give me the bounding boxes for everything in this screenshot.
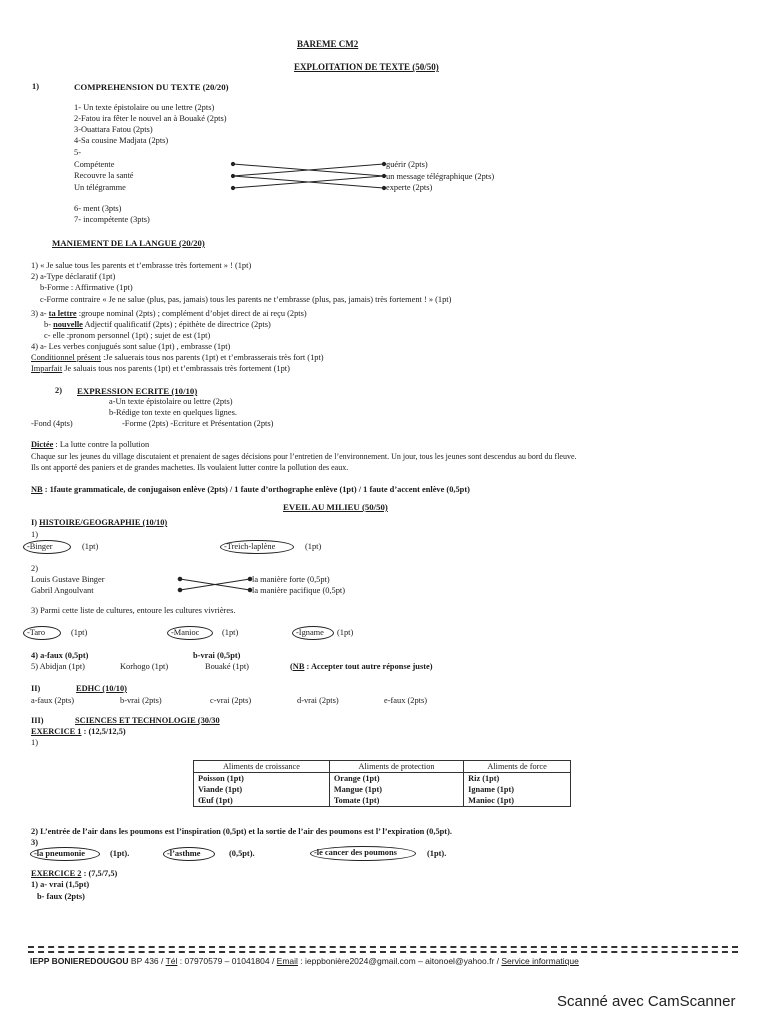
nb-note: (NB : Accepter tout autre réponse juste) <box>290 662 433 671</box>
match-right-word: guérir (2pts) <box>386 160 428 169</box>
langue-line: 3) a- ta lettre :groupe nominal (2pts) ; complément d’objet direct de ai reçu (2pts) <box>31 309 307 318</box>
dictee-title: Dictée : La lutte contre la pollution <box>31 440 150 449</box>
points: (1pt) <box>82 542 99 551</box>
langue-line: 4) a- Les verbes conjugués sont salue (1pt) , embrasse (1pt) <box>31 342 231 351</box>
circled-answer: -le cancer des poumons <box>310 846 416 861</box>
question-text: 3) Parmi cette liste de cultures, entoure les cultures vivrières. <box>31 606 236 615</box>
section-number: II) <box>31 684 41 693</box>
match-right-name: la manière pacifique (0,5pt) <box>252 586 346 595</box>
circled-answer: -l’asthme <box>163 847 215 861</box>
match-left-word: Recouvre la santé <box>74 171 134 180</box>
expression-heading: EXPRESSION ECRITE (10/10) <box>77 386 198 396</box>
dictee-text: Chaque sur les jeunes du village discutaient et prenaient de sages décisions pour l’entretien de l’environnement. Un jour, tous les jeunes sont descendus au bord du fleuve. <box>31 452 577 461</box>
answer-line: 1) a- vrai (1,5pt) <box>31 880 90 889</box>
camscanner-watermark: Scanné avec CamScanner <box>557 993 736 1010</box>
table-cell: Poisson (1pt) Viande (1pt) Œuf (1pt) <box>194 773 330 807</box>
points: (1pt). <box>427 849 447 858</box>
match-dot <box>231 174 234 177</box>
table-header: Aliments de croissance <box>194 761 330 773</box>
answer-line: 4) a-faux (0,5pt) <box>31 651 89 660</box>
comprehension-item: 6- ment (3pts) <box>74 204 122 213</box>
sciences-heading: SCIENCES ET TECHNOLOGIE (30/30 <box>75 716 220 725</box>
table-header: Aliments de force <box>464 761 571 773</box>
match-left-name: Louis Gustave Binger <box>31 575 105 584</box>
langue-line: b-Forme : Affirmative (1pt) <box>40 283 133 292</box>
footer-divider <box>28 946 738 948</box>
match-dot <box>178 577 182 581</box>
table-header: Aliments de protection <box>329 761 463 773</box>
langue-line: c-Forme contraire « Je ne salue (plus, pas, jamais) tous les parents ne t’embrasse (plus, pas, jamais) très fortement ! » (1pt) <box>40 295 452 304</box>
expression-line: -Fond (4pts) <box>31 419 73 428</box>
section-number: 2) <box>55 386 62 395</box>
question-number: 3) <box>31 838 38 847</box>
section-number: III) <box>31 716 44 725</box>
comprehension-item: 2-Fatou ira fêter le nouvel an à Bouaké (2pts) <box>74 114 227 123</box>
expression-line: a-Un texte épistolaire ou lettre (2pts) <box>109 397 233 406</box>
answer-line: Korhogo (1pt) <box>120 662 169 671</box>
match-left-name: Gabril Angoulvant <box>31 586 94 595</box>
langue-line: c- elle :pronom personnel (1pt) ; sujet de est (1pt) <box>44 331 211 340</box>
question-number: 2) <box>31 564 38 573</box>
circled-answer: -la pneumonie <box>30 847 100 861</box>
comprehension-item: 7- incompétente (3pts) <box>74 215 150 224</box>
points: (1pt) <box>71 628 88 637</box>
match-left-word: Compétente <box>74 160 115 169</box>
answer-line: b-vrai (0,5pt) <box>193 651 241 660</box>
expression-line: b-Rédige ton texte en quelques lignes. <box>109 408 237 417</box>
dictee-text: Ils ont apporté des paniers et de grandes machettes. Ils voulaient lutter contre la pollution des eaux. <box>31 463 349 472</box>
comprehension-item: 1- Un texte épistolaire ou une lettre (2pts) <box>74 103 215 112</box>
footer-contact: IEPP BONIEREDOUGOU BP 436 / Tél : 07970579 – 01041804 / Email : ieppbonière2024@gmail.com – aitonoel@yahoo.fr / Service informatique <box>30 956 579 966</box>
footer-divider <box>28 951 738 953</box>
table-cell: Riz (1pt) Igname (1pt) Manioc (1pt) <box>464 773 571 807</box>
question-number: 1) <box>31 530 38 539</box>
edhc-answer: c-vrai (2pts) <box>210 696 252 705</box>
comprehension-item: 4-Sa cousine Madjata (2pts) <box>74 136 169 145</box>
points: (1pt) <box>337 628 354 637</box>
section-number: 1) <box>32 82 39 91</box>
comprehension-item: 5- <box>74 148 81 157</box>
answer-line: 5) Abidjan (1pt) <box>31 662 85 671</box>
circled-answer: -Manioc <box>167 626 213 640</box>
exercise-heading: EXERCICE 1 : (12,5/12,5) <box>31 727 126 736</box>
match-right-word: experte (2pts) <box>386 183 433 192</box>
circled-answer: -Treich-laplène <box>220 540 294 554</box>
sciences-answer: 2) L’entrée de l’air dans les poumons est l’inspiration (0,5pt) et la sortie de l’air des poumons est l’ l’expiration (0,5pt). <box>31 827 452 836</box>
circled-answer: -Taro <box>23 626 61 640</box>
points: (1pt) <box>222 628 239 637</box>
match-dot <box>382 162 385 165</box>
langue-line: b- nouvelle Adjectif qualificatif (2pts) ; épithète de directrice (2pts) <box>44 320 271 329</box>
match-dot <box>178 588 182 592</box>
edhc-answer: e-faux (2pts) <box>384 696 428 705</box>
points: (1pt) <box>305 542 322 551</box>
expression-line: -Forme (2pts) -Ecriture et Présentation (2pts) <box>122 419 274 428</box>
edhc-heading: EDHC (10/10) <box>76 684 127 693</box>
points: (0,5pt). <box>229 849 255 858</box>
langue-line: 1) « Je salue tous les parents et t’embrasse très fortement » ! (1pt) <box>31 261 252 270</box>
nb-note: NB : 1faute grammaticale, de conjugaison enlève (2pts) / 1 faute d’orthographe enlève (1pt) / 1 faute d’accent enlève (0,5pt) <box>31 485 470 494</box>
exercise-heading: EXERCICE 2 : (7,5/7,5) <box>31 869 118 878</box>
langue-line: Conditionnel présent :Je saluerais tous nos parents (1pt) et t’embrasserais très fort (1pt) <box>31 353 324 362</box>
match-dot <box>382 186 385 189</box>
edhc-answer: d-vrai (2pts) <box>297 696 339 705</box>
comprehension-item: 3-Ouattara Fatou (2pts) <box>74 125 153 134</box>
match-dot <box>248 577 252 581</box>
hg-heading: I) HISTOIRE/GEOGRAPHIE (10/10) <box>31 518 168 527</box>
match-dot <box>231 162 234 165</box>
match-left-word: Un télégramme <box>74 183 126 192</box>
langue-heading: MANIEMENT DE LA LANGUE (20/20) <box>52 238 205 248</box>
answer-line: b- faux (2pts) <box>37 892 85 901</box>
edhc-answer: a-faux (2pts) <box>31 696 75 705</box>
question-number: 1) <box>31 738 38 747</box>
match-right-word: un message télégraphique (2pts) <box>386 172 495 181</box>
match-dot <box>248 588 252 592</box>
answer-line: Bouaké (1pt) <box>205 662 249 671</box>
document-subtitle: EXPLOITATION DE TEXTE (50/50) <box>294 62 439 72</box>
eveil-heading: EVEIL AU MILIEU (50/50) <box>283 502 388 512</box>
edhc-answer: b-vrai (2pts) <box>120 696 162 705</box>
comprehension-heading: COMPREHENSION DU TEXTE (20/20) <box>74 82 229 92</box>
points: (1pt). <box>110 849 130 858</box>
circled-answer: -Binger <box>23 540 71 554</box>
langue-line: 2) a-Type déclaratif (1pt) <box>31 272 116 281</box>
table-cell: Orange (1pt) Mangue (1pt) Tomate (1pt) <box>329 773 463 807</box>
document-title: BAREME CM2 <box>297 39 359 49</box>
match-dot <box>231 186 234 189</box>
match-right-name: la manière forte (0,5pt) <box>252 575 330 584</box>
match-dot <box>382 174 385 177</box>
langue-line: Imparfait Je saluais tous nos parents (1pt) et t’embrassais très fortement (1pt) <box>31 364 290 373</box>
circled-answer: -Igname <box>292 626 334 640</box>
